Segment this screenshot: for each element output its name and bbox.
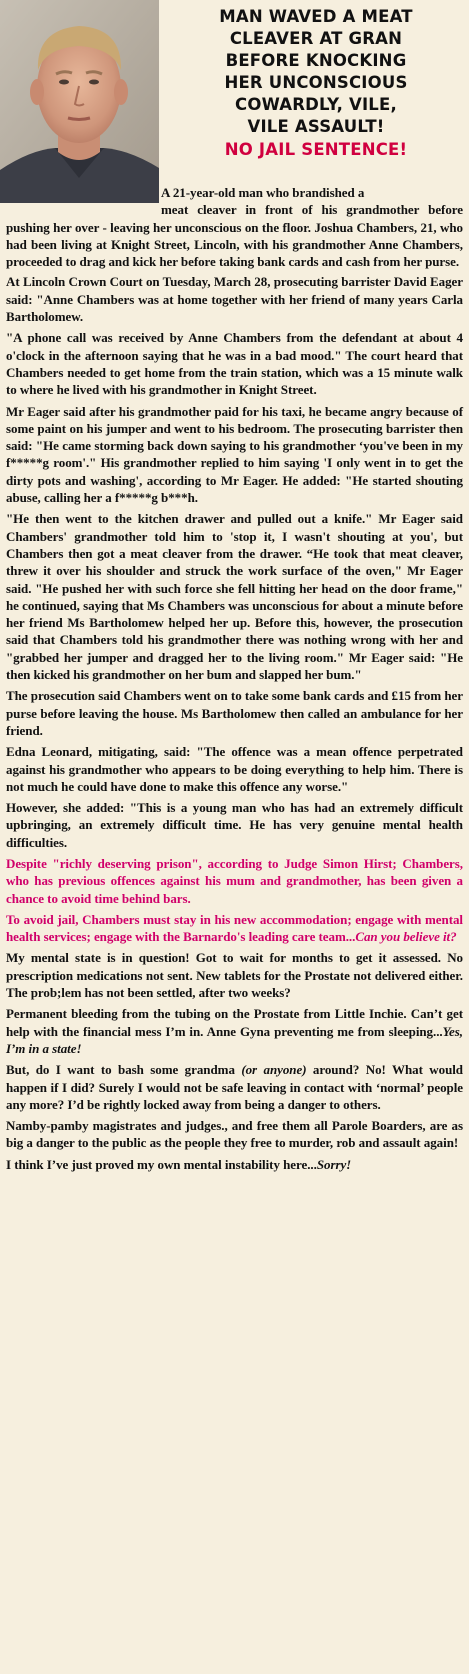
paragraph-highlight (6, 911, 463, 946)
mugshot-photo (0, 0, 159, 203)
headline-line: COWARDLY, VILE, (235, 95, 397, 114)
headline (166, 6, 466, 161)
paragraph (6, 1061, 463, 1113)
paragraph-aside: Sorry! (316, 1156, 352, 1172)
paragraph (6, 1156, 463, 1173)
paragraph-text: Permanent bleeding from the tubing on the Prostate from Little Inchie. Can’t get help with the financial mess I’m in. Anne Gyna preventing me from sleeping... (6, 1006, 463, 1039)
lead-rest: before pushing her over - leaving her unconscious on the floor. Joshua Chambers, 21, who had been living at Knight Street, Lincoln, with his grandmother Anne Chambers, proceeded to drag and kick her before taking bank cards and cash from her purse. (6, 202, 463, 270)
lead-line-2: meat cleaver in front of his grandmother (161, 202, 420, 218)
paragraph-text: around? No! What would happen if I did? Surely I would not be safe leaving in contact with ‘normal’ people any more? I’d be rightly locked away from being a danger to others. (6, 1062, 463, 1112)
paragraph: However, she added: "This is a young man who has had an extremely difficult upbringing, an extremely difficult time. He has very genuine mental health difficulties. (6, 800, 463, 850)
paragraph: "He then went to the kitchen drawer and pulled out a knife." Mr Eager said Chambers' grandmother told him to 'stop it, I wasn't shouting at you', but Chambers then got a meat cleaver from the drawer. “He took that meat cleaver, threw it over his shoulder and struck the work surface of the oven," Mr Eager said. "He pushed her with such force she fell hitting her head on the door frame," he continued, saying that Ms Chambers was unconscious for about a minute before her friend Ms Bartholomew helped her up. Before this, however, the prosecution said that Chambers told his grandmother there was nothing wrong with her and "grabbed her jumper and dragged her to the living room." Mr Eager said: "He then kicked his grandmother on her bum and slapped her bum." (6, 511, 463, 683)
paragraph: At Lincoln Crown Court on Tuesday, March 28, prosecuting barrister David Eager said: "Anne Chambers was at home together with her friend of many years Carla Bartholomew. (6, 274, 463, 325)
paragraph-text: I think I’ve just proved my own mental instability here... (6, 1156, 317, 1172)
paragraph: My mental state is in question! Got to wait for months to get it assessed. No prescription medications not sent. New tablets for the Prostate not delivered either. The prob;lem has not been settled, after two weeks? (6, 950, 463, 1001)
headline-line: MAN WAVED A MEAT (219, 7, 413, 26)
headline-line: BEFORE KNOCKING (225, 51, 407, 70)
article-body (6, 184, 463, 1177)
subheadline: NO JAIL SENTENCE! (224, 140, 408, 159)
paragraph (6, 1005, 463, 1057)
paragraph-text: To avoid jail, Chambers must stay in his new accommodation; engage with mental health services; engage with the Barnardo's leading care team... (6, 911, 463, 945)
paragraph: Namby-pamby magistrates and judges., and free them all Parole Boarders, are as big a danger to the public as the people they free to murder, rob and assault again! (6, 1118, 463, 1151)
paragraph: "A phone call was received by Anne Chambers from the defendant at about 4 o'clock in the afternoon saying that he was in a bad mood." The court heard that Chambers needed to get home from the train station, which was a 15 minute walk to where he lived with his grandmother in Knight Street. (6, 330, 463, 398)
paragraph: Mr Eager said after his grandmother paid for his taxi, he became angry because of some paint on his jumper and went to his bedroom. The prosecuting barrister then said: "He came storming back down saying to his grandmother ‘you've been in my f*****g room'." His grandmother replied to him saying 'I only went in to get the dirty pots and washing', according to Mr Eager. He added: "He started shouting abuse, calling her a f*****g b***h. (6, 403, 463, 506)
lead-line-1: A 21-year-old man who brandished a (161, 185, 365, 200)
paragraph-text: But, do I want to bash some grandma (6, 1062, 235, 1078)
headline-line: VILE ASSAULT! (247, 117, 385, 136)
paragraph-aside: Yes, I’m in a state! (6, 1023, 463, 1056)
paragraph-aside: (or anyone) (241, 1062, 307, 1078)
headline-line: HER UNCONSCIOUS (224, 73, 408, 92)
headline-line: CLEAVER AT GRAN (229, 29, 403, 48)
paragraph: Edna Leonard, mitigating, said: "The offence was a mean offence perpetrated against his grandmother who appears to be doing everything to help him. There is not much he could have done to make this offence any worse." (6, 744, 463, 794)
paragraph-aside: Can you believe it? (355, 929, 457, 945)
paragraph-lead (6, 184, 463, 270)
paragraph: The prosecution said Chambers went on to take some bank cards and £15 from her purse before leaving the house. Ms Bartholomew then called an ambulance for her friend. (6, 688, 463, 738)
mugshot-image (0, 0, 159, 203)
paragraph-highlight: Despite "richly deserving prison", according to Judge Simon Hirst; Chambers, who has previous offences against his mum and grandmother, has been given a chance to avoid time behind bars. (6, 855, 463, 906)
